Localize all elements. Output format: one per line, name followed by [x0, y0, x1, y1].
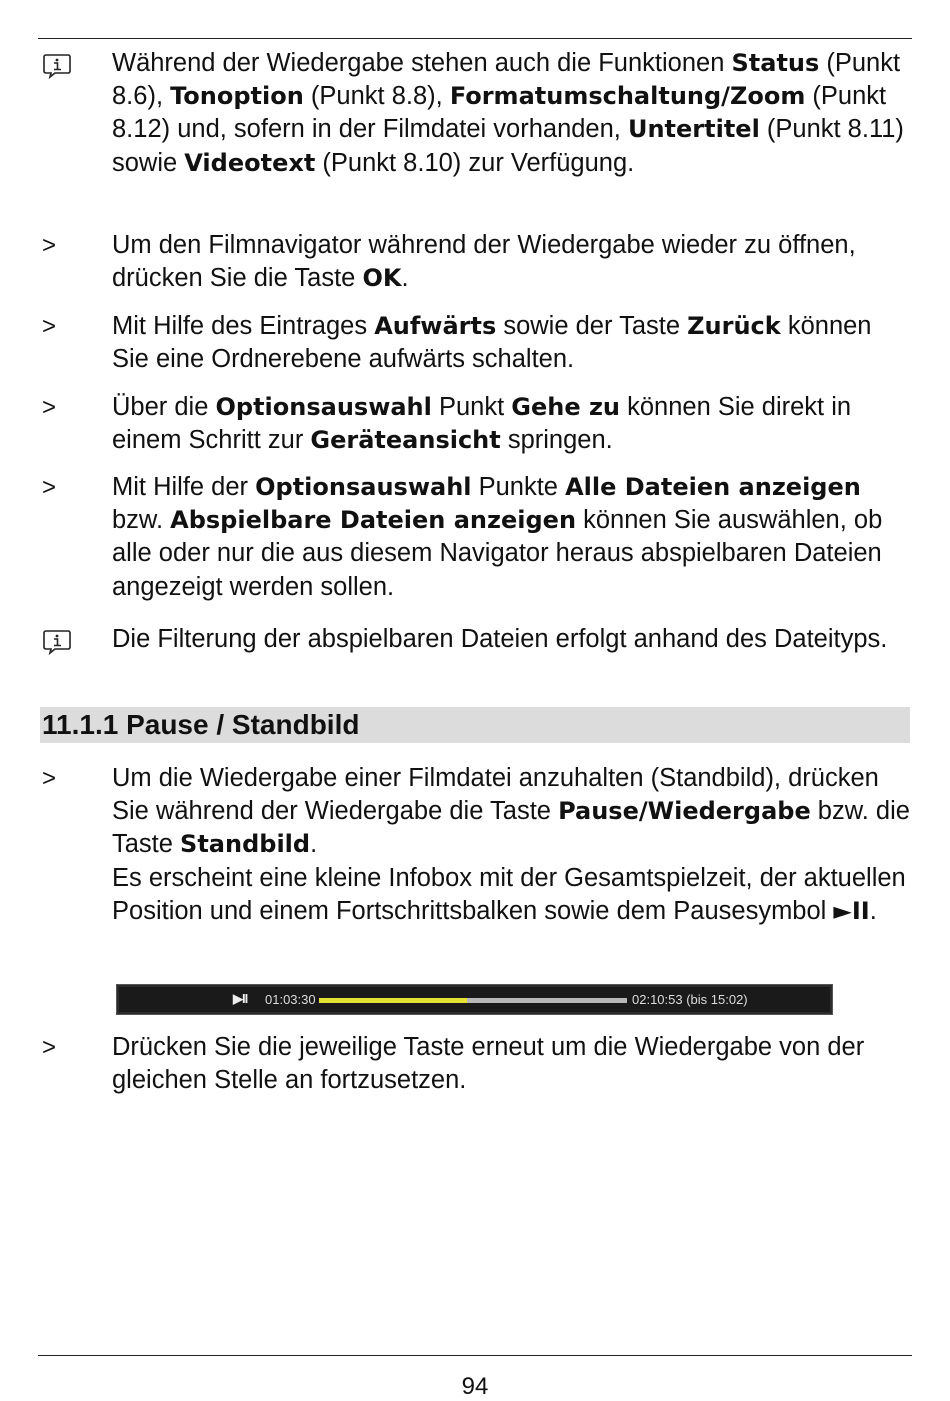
bold-term: Optionsauswahl: [215, 393, 432, 421]
step-text: [112, 310, 910, 376]
text-run: bzw. die Taste: [112, 797, 910, 859]
playback-infobar: [116, 984, 833, 1015]
step-text: [112, 762, 910, 928]
text-run: Um den Filmnavigator während der Wiedergabe wieder zu öffnen, drücken Sie die Taste: [112, 231, 856, 293]
text-run: .: [401, 264, 409, 293]
text-run: können Sie direkt in einem Schritt zur: [112, 393, 852, 455]
top-rule: [38, 38, 912, 39]
info-icon: [42, 53, 72, 79]
text-run: bzw.: [112, 506, 171, 535]
current-time: 01:03:30: [265, 992, 316, 1007]
text-run: Es erscheint eine kleine Infobox mit der Gesamtspielzeit, der aktuellen Position und einem Fortschrittsbalken sowie dem Pausesymbol: [112, 863, 906, 925]
bold-term: Alle Dateien anzeigen: [565, 473, 861, 501]
text-run: .: [869, 896, 877, 925]
text-run: Punkt: [431, 393, 512, 421]
bold-term: Aufwärts: [374, 312, 497, 340]
step-file-filter: [40, 471, 910, 604]
bullet-marker: >: [42, 1034, 57, 1061]
step-go-to-device-view: [40, 391, 910, 457]
bullet-marker: >: [42, 313, 57, 340]
text-run: (Punkt 8.10) zur Verfügung.: [315, 148, 635, 177]
bold-term: Status: [731, 49, 820, 77]
text-run: (Punkt 8.6),: [112, 49, 901, 111]
text-run: Punkte: [471, 473, 566, 501]
info-icon: [42, 629, 72, 655]
step-resume-playback: [40, 1031, 910, 1097]
bold-term: Gehe zu: [511, 393, 621, 421]
bottom-rule: [38, 1355, 912, 1356]
step-text: [112, 391, 910, 457]
bullet-marker: >: [42, 394, 57, 421]
bold-term: Optionsauswahl: [255, 473, 472, 501]
note-text: [112, 47, 910, 180]
info-note-file-filter: [40, 623, 910, 656]
text-run: Mit Hilfe des Eintrages: [112, 312, 375, 340]
text-run: Während der Wiedergabe stehen auch die Funktionen: [112, 49, 732, 77]
text-run: Die Filterung der abspielbaren Dateien erfolgt anhand des Dateityps.: [112, 625, 888, 653]
text-run: .: [310, 830, 318, 859]
total-time: 02:10:53 (bis 15:02): [632, 992, 748, 1007]
bold-term: OK: [362, 264, 402, 293]
step-folder-up: [40, 310, 910, 376]
bullet-marker: >: [42, 232, 57, 259]
note-text: [112, 623, 910, 656]
text-run: Drücken Sie die jeweilige Taste erneut um die Wiedergabe von der gleichen Stelle an fortzusetzen.: [112, 1033, 865, 1095]
info-note-playback-functions: [40, 47, 910, 180]
bullet-marker: >: [42, 474, 57, 501]
bold-term: Pause/Wiedergabe: [558, 797, 811, 826]
bold-term: Tonoption: [170, 82, 304, 111]
step-text: [112, 471, 910, 604]
section-heading: 11.1.1 Pause / Standbild: [40, 707, 910, 743]
text-run: können Sie auswählen, ob alle oder nur die aus diesem Navigator heraus abspielbaren Dateien angezeigt werden sollen.: [112, 506, 883, 601]
bold-term: Untertitel: [627, 115, 760, 144]
play-pause-icon: ▶II: [233, 991, 248, 1006]
text-run: (Punkt 8.11) sowie: [112, 115, 904, 177]
bold-term: Zurück: [687, 312, 781, 340]
progress-fill: [319, 998, 467, 1003]
step-pause-playback: [40, 762, 910, 928]
text-run: können Sie eine Ordnerebene aufwärts schalten.: [112, 312, 872, 374]
text-run: sowie der Taste: [496, 312, 688, 340]
bullet-marker: >: [42, 765, 57, 792]
bold-term: ►II: [833, 896, 870, 925]
step-text: [112, 1031, 910, 1097]
text-run: (Punkt 8.8),: [303, 82, 450, 111]
text-run: (Punkt 8.12) und, sofern in der Filmdatei vorhanden,: [112, 82, 887, 144]
text-run: Um die Wiedergabe einer Filmdatei anzuhalten (Standbild), drücken Sie während der Wiedergabe die Taste: [112, 764, 879, 826]
step-text: [112, 229, 910, 295]
page-number: 94: [461, 1373, 489, 1400]
progress-track: [319, 998, 627, 1003]
bold-term: Abspielbare Dateien anzeigen: [170, 506, 577, 535]
step-open-navigator: [40, 229, 910, 295]
text-run: Über die: [112, 393, 216, 421]
text-run: Mit Hilfe der: [112, 473, 256, 501]
text-run: springen.: [500, 426, 613, 455]
bold-term: Geräteansicht: [310, 426, 501, 455]
bold-term: Videotext: [184, 148, 316, 177]
bold-term: Standbild: [180, 830, 311, 859]
bold-term: Formatumschaltung/Zoom: [449, 82, 806, 111]
